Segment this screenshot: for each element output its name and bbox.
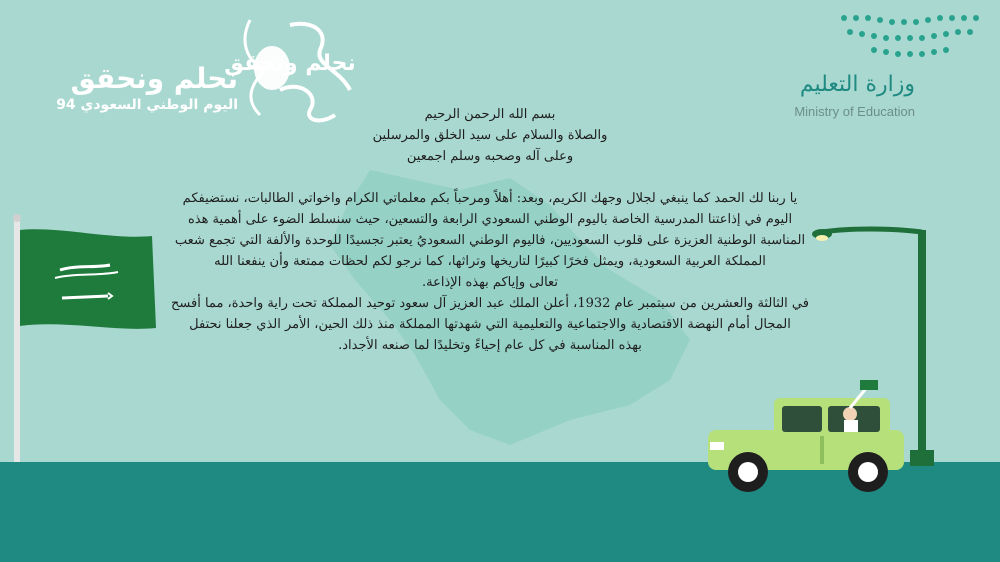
paragraph2-line-2: المجال أمام النهضة الاقتصادية والاجتماعية والتعليمية التي شهدتها المملكة منذ ذلك الحين، الأمر الذي جعلنا نحتفل: [189, 317, 791, 332]
paragraph1-line-4: المملكة العربية السعودية، ويمثل فخرًا كبيرًا لتاريخها وتراثها، كما نرجو لكم لحظات ممتعة وأن ينفعنا الله: [214, 254, 766, 269]
campaign-subtitle: اليوم الوطني السعودي 94: [56, 97, 238, 113]
opening-line-1: بسم الله الرحمن الرحيم: [424, 107, 556, 122]
opening-line-2: والصلاة والسلام على سيد الخلق والمرسلين: [372, 128, 608, 143]
paragraph1-line-3: المناسبة الوطنية العزيزة على قلوب السعوديين، فاليوم الوطني السعوديُ يعتبر تجسيدًا للوحدة والألفة التي تجمع شعب: [174, 233, 806, 248]
radio-speech-text: [120, 104, 860, 356]
ministry-logo-dots-icon: [834, 12, 984, 66]
paragraph-gap: [120, 167, 860, 188]
paragraph2-line-1: في الثالثة والعشرين من سبتمبر عام 1932، أعلن الملك عبد العزيز آل سعود توحيد المملكة تحت راية واحدة، مما أفسح: [171, 296, 809, 311]
calligraphy-text: نحلم ونحقق: [224, 51, 356, 76]
ministry-name-ar: وزارة التعليم: [799, 72, 915, 97]
paragraph1-line-1: يا ربنا لك الحمد كما ينبغي لجلال وجهك الكريم، وبعد: أهلاً ومرحباً بكم معلماتي الكرام واخواتي الطالبات، نستضيفكم: [182, 191, 798, 206]
ministry-name-en: Ministry of Education: [794, 104, 915, 119]
opening-line-3: وعلى آله وصحبه وسلم اجمعين: [406, 149, 574, 164]
paragraph1-line-2: اليوم في إذاعتنا المدرسية الخاصة باليوم الوطني السعودي الرابعة والتسعين، حيث سنسلط الضوء على أهمية هذه: [187, 212, 793, 227]
paragraph1-line-5: تعالى وإياكم بهذه الإذاعة.: [422, 275, 558, 290]
paragraph2-line-3: بهذه المناسبة في كل عام إحياءً وتخليدًا لما صنعه الأجداد.: [338, 338, 642, 353]
car-icon: [700, 378, 910, 498]
campaign-title: نحلم ونحقق: [70, 62, 238, 95]
